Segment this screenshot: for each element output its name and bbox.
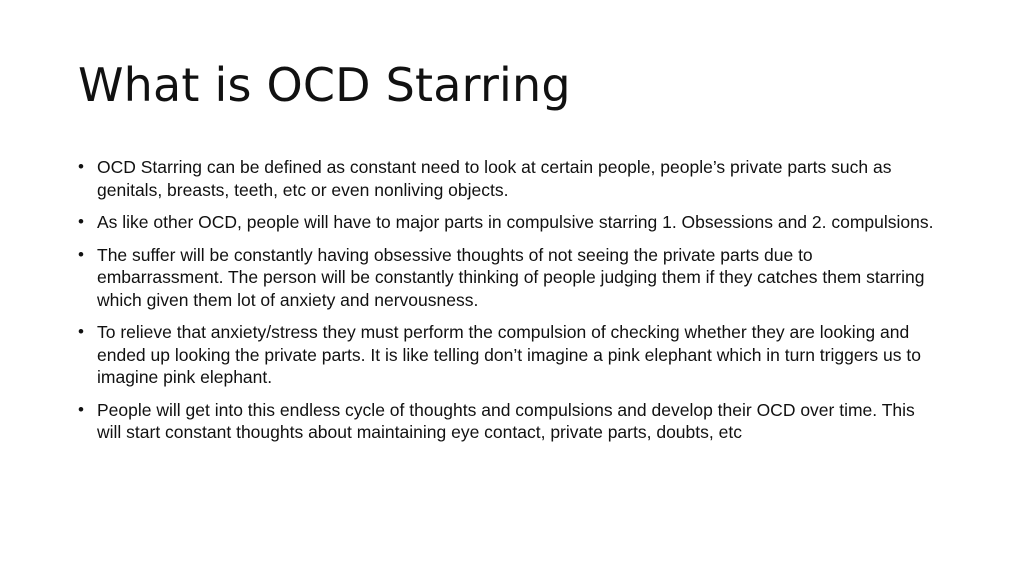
bullet-icon: • — [78, 212, 84, 231]
bullet-item — [78, 211, 938, 234]
bullet-icon: • — [78, 157, 84, 176]
bullet-icon: • — [78, 399, 84, 419]
bullet-text: As like other OCD, people will have to major parts in compulsive starring 1. Obsessions and 2. compulsions. — [97, 212, 934, 232]
bullet-list — [78, 156, 938, 454]
bullet-icon: • — [78, 322, 84, 341]
bullet-text: OCD Starring can be defined as constant need to look at certain people, people’s private parts such as genitals, breasts, teeth, etc or even nonliving objects. — [97, 157, 892, 200]
bullet-text: To relieve that anxiety/stress they must perform the compulsion of checking whether they are looking and ended up looking the private parts. It is like telling don’t imagine a pink elephant which in turn triggers us to imagine pink elephant. — [97, 322, 921, 387]
slide-title: What is OCD Starring — [78, 58, 571, 112]
bullet-item — [78, 399, 938, 444]
bullet-item — [78, 244, 938, 312]
bullet-icon: • — [78, 244, 84, 264]
bullet-item — [78, 321, 938, 389]
bullet-item — [78, 156, 938, 201]
bullet-text: People will get into this endless cycle of thoughts and compulsions and develop their OCD over time. This will start constant thoughts about maintaining eye contact, private parts, doubts, etc — [97, 399, 915, 442]
bullet-text: The suffer will be constantly having obsessive thoughts of not seeing the private parts due to embarrassment. The person will be constantly thinking of people judging them if they catches them starring which given them lot of anxiety and nervousness. — [97, 244, 925, 310]
